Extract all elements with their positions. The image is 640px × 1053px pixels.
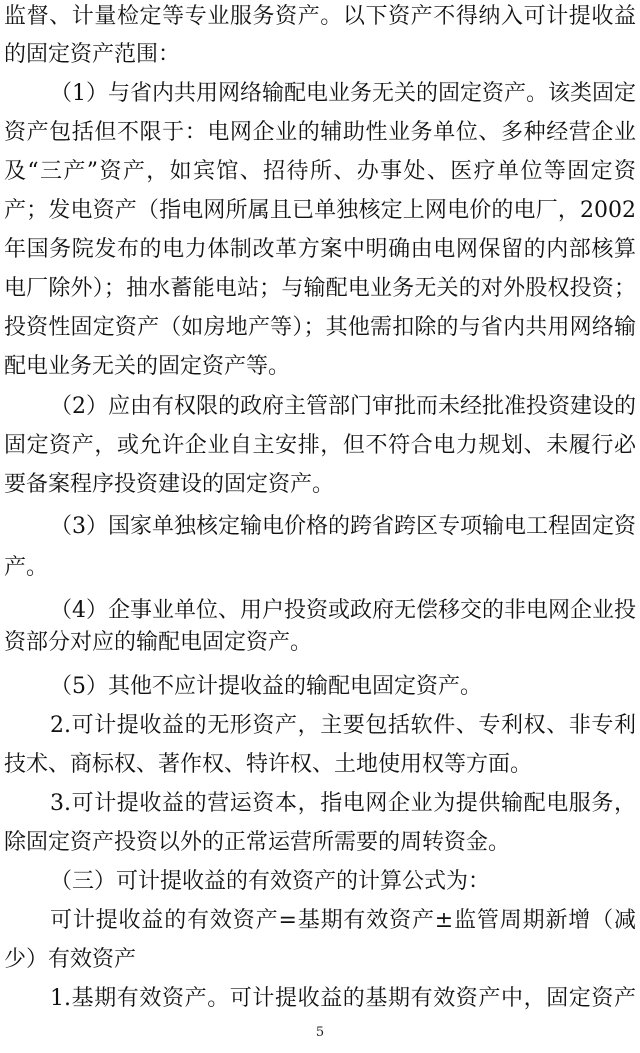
text-line: 投资性固定资产（如房地产等）；其他需扣除的与省内共用网络输 — [4, 315, 636, 340]
text-line: 监督、计量检定等专业服务资产。以下资产不得纳入可计提收益 — [4, 4, 636, 29]
text-line: （三）可计提收益的有效资产的计算公式为： — [50, 869, 491, 894]
text-line: 及“三产”资产，如宾馆、招待所、办事处、医疗单位等固定资 — [4, 159, 636, 184]
text-line: （5）其他不应计提收益的输配电固定资产。 — [50, 674, 482, 699]
text-line: 技术、商标权、著作权、特许权、土地使用权等方面。 — [4, 752, 533, 777]
text-line: 配电业务无关的固定资产等。 — [4, 354, 291, 379]
text-line: 电厂除外）；抽水蓄能电站；与输配电业务无关的对外股权投资； — [4, 276, 636, 301]
text-line: 1.基期有效资产。可计提收益的基期有效资产中，固定资产 — [50, 986, 636, 1011]
text-line: 年国务院发布的电力体制改革方案中明确由电网保留的内部核算 — [4, 237, 636, 262]
text-line: 资部分对应的输配电固定资产。 — [4, 630, 313, 655]
text-line: （2）应由有权限的政府主管部门审批而未经批准投资建设的 — [50, 394, 636, 419]
text-line: 除固定资产投资以外的正常运营所需要的周转资金。 — [4, 830, 511, 855]
text-line: 2.可计提收益的无形资产，主要包括软件、专利权、非专利 — [50, 713, 636, 738]
text-line: 的固定资产范围： — [4, 42, 181, 67]
text-line: 3.可计提收益的营运资本，指电网企业为提供输配电服务， — [50, 791, 636, 816]
text-line: 产。 — [4, 555, 49, 580]
text-line: 要备案程序投资建设的固定资产。 — [4, 472, 335, 497]
text-line: （4）企事业单位、用户投资或政府无偿移交的非电网企业投 — [50, 598, 636, 623]
text-line: （3）国家单独核定输电价格的跨省跨区专项输电工程固定资 — [50, 514, 636, 539]
text-line: 少）有效资产 — [4, 947, 137, 972]
text-line: 可计提收益的有效资产=基期有效资产±监管周期新增（减 — [50, 908, 636, 933]
text-line: 资产包括但不限于：电网企业的辅助性业务单位、多种经营企业 — [4, 120, 636, 145]
text-line: 产；发电资产（指电网所属且已单独核定上网电价的电厂，2002 — [4, 198, 636, 223]
page-number: 5 — [315, 1025, 325, 1040]
text-line: （1）与省内共用网络输配电业务无关的固定资产。该类固定 — [50, 81, 636, 106]
text-line: 固定资产，或允许企业自主安排，但不符合电力规划、未履行必 — [4, 433, 636, 458]
